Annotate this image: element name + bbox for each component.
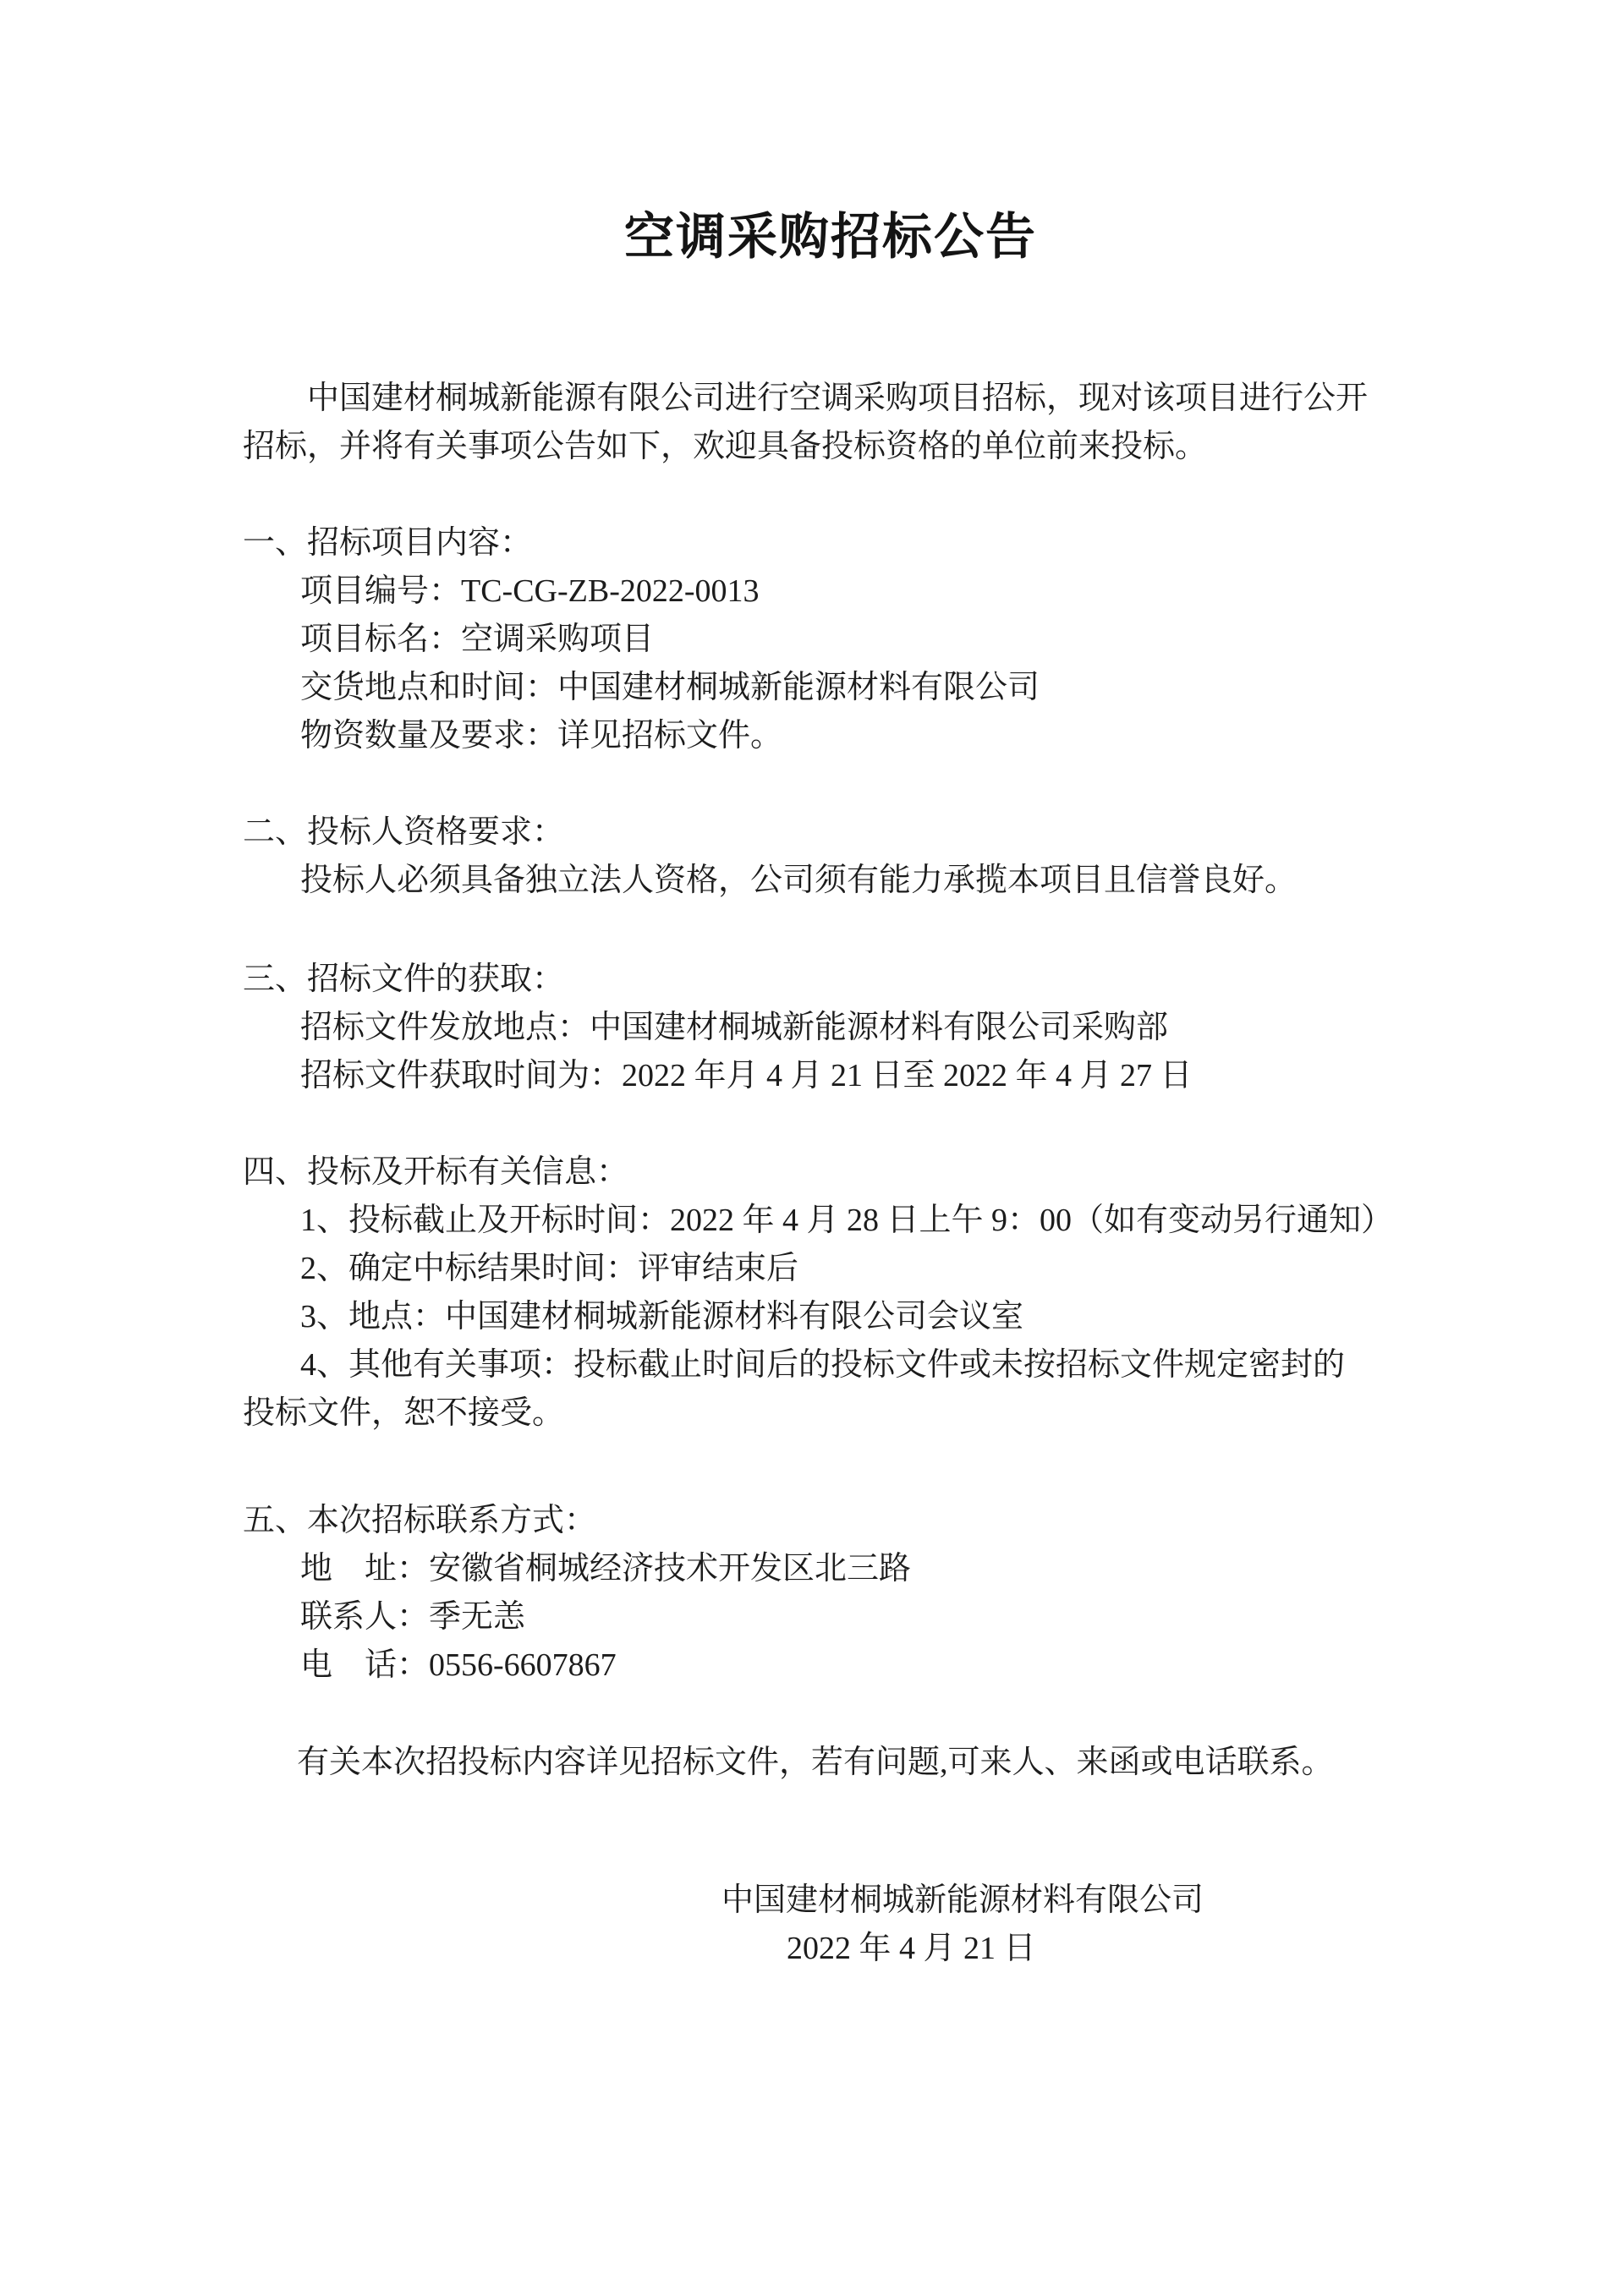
intro-paragraph xyxy=(243,375,1418,471)
section-4 xyxy=(243,1148,1418,1438)
section-4-item-1: 1、投标截止及开标时间：2022 年 4 月 28 日上午 9：00（如有变动另行通知） xyxy=(300,1203,1394,1238)
section-3 xyxy=(243,956,1418,1100)
section-4-item-2: 2、确定中标结果时间：评审结束后 xyxy=(300,1251,799,1286)
section-1-heading: 一、招标项目内容： xyxy=(243,525,533,561)
section-4-item-3: 3、地点：中国建材桐城新能源材料有限公司会议室 xyxy=(300,1299,1024,1334)
section-4-continuation: 投标文件，恕不接受。 xyxy=(243,1395,565,1431)
signature-company: 中国建材桐城新能源材料有限公司 xyxy=(721,1882,1204,1918)
section-5-item-address: 地 址：安徽省桐城经济技术开发区北三路 xyxy=(300,1551,912,1586)
section-5-item-contact: 联系人：季无恙 xyxy=(300,1599,526,1635)
section-4-heading: 四、投标及开标有关信息： xyxy=(243,1154,629,1190)
section-2 xyxy=(243,808,1418,905)
section-1 xyxy=(243,519,1418,760)
section-1-item-2: 项目标名：空调采购项目 xyxy=(300,622,655,657)
section-5 xyxy=(243,1497,1418,1690)
section-3-item-2: 招标文件获取时间为：2022 年月 4 月 21 日至 2022 年 4 月 27 日 xyxy=(300,1058,1193,1093)
intro-line-2: 招标，并将有关事项公告如下，欢迎具备投标资格的单位前来投标。 xyxy=(243,429,1208,464)
section-1-item-3: 交货地点和时间：中国建材桐城新能源材料有限公司 xyxy=(300,670,1040,705)
document-content xyxy=(243,0,1418,1973)
section-2-heading: 二、投标人资格要求： xyxy=(243,814,565,850)
section-1-item-1: 项目编号：TC-CG-ZB-2022-0013 xyxy=(300,573,760,609)
section-2-item-1: 投标人必须具备独立法人资格，公司须有能力承揽本项目且信誉良好。 xyxy=(300,863,1298,898)
section-5-item-phone: 电 话：0556-6607867 xyxy=(300,1647,617,1683)
signature-date: 2022 年 4 月 21 日 xyxy=(787,1931,1036,1966)
section-5-heading: 五、本次招标联系方式： xyxy=(243,1503,597,1538)
section-3-item-1: 招标文件发放地点：中国建材桐城新能源材料有限公司采购部 xyxy=(300,1010,1169,1045)
intro-line-1: 中国建材桐城新能源有限公司进行空调采购项目招标，现对该项目进行公开 xyxy=(307,381,1369,416)
closing-note: 有关本次招投标内容详见招标文件，若有问题,可来人、来函或电话联系。 xyxy=(297,1745,1334,1780)
closing-paragraph xyxy=(243,1739,1418,1787)
section-1-item-4: 物资数量及要求：详见招标文件。 xyxy=(300,718,783,753)
document-title: 空调采购招标公告 xyxy=(623,209,1037,265)
section-4-item-4: 4、其他有关事项：投标截止时间后的投标文件或未按招标文件规定密封的 xyxy=(300,1347,1346,1383)
section-3-heading: 三、招标文件的获取： xyxy=(243,962,565,997)
signature-block xyxy=(243,1877,1418,1973)
